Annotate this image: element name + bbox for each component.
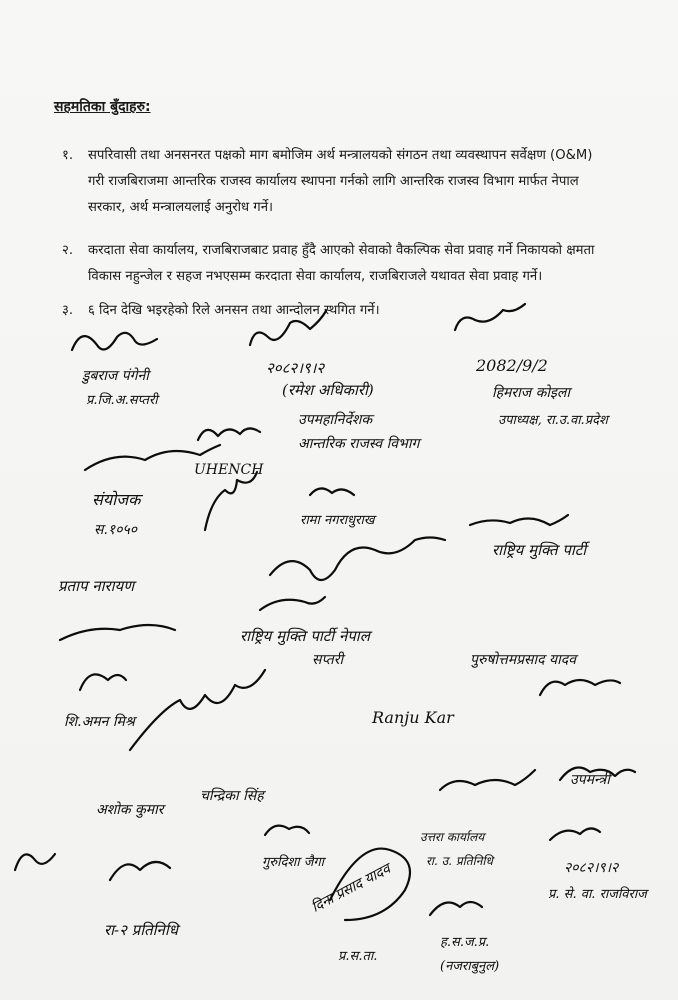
signatory-name: अशोक कुमार bbox=[96, 802, 164, 818]
signatory-label: रामा नगराधुराख bbox=[300, 513, 375, 528]
signatory-label: UHENCH bbox=[194, 462, 264, 478]
signatory-label: प्रताप नारायण bbox=[58, 577, 135, 595]
signatory-name: चन्द्रिका सिंह bbox=[200, 788, 264, 804]
signatory-label: स.१०५० bbox=[94, 522, 138, 538]
point-line: सरकार, अर्थ मन्त्रालयलाई अनुरोध गर्ने। bbox=[88, 200, 274, 215]
point-number: ३. bbox=[62, 303, 74, 318]
signatory-label: रा-२ प्रतिनिधि bbox=[104, 921, 178, 939]
signatory-name: (रमेश अधिकारी) bbox=[282, 381, 374, 399]
signatory-date: 2082/9/2 bbox=[476, 356, 548, 375]
signatory-label: उपमन्त्री bbox=[570, 772, 610, 788]
signatory-title: प्र.जि.अ.सप्तरी bbox=[86, 393, 158, 408]
signatory-name: डुबराज पंगेनी bbox=[82, 368, 149, 384]
signatory-name: (नजराबुनुल) bbox=[440, 959, 500, 974]
signatory-party: सप्तरी bbox=[312, 652, 344, 668]
signatory-label: राष्ट्रिय मुक्ति पार्टी bbox=[492, 541, 587, 559]
signatory-name: शि.अमन मिश्र bbox=[64, 714, 135, 730]
signatory-name: Ranju Kar bbox=[372, 708, 454, 727]
signatory-title: ह.स.ज.प्र. bbox=[440, 935, 490, 950]
signatory-date: २०८२।९।२ bbox=[266, 359, 325, 377]
point-line: विकास नहुन्जेल र सहज नभएसम्म करदाता सेवा कार्यालय, राजबिराजले यथावत सेवा प्रवाह गर्ने। bbox=[88, 269, 543, 284]
signatory-party: राष्ट्रिय मुक्ति पार्टी नेपाल bbox=[240, 627, 370, 645]
signatory-office: आन्तरिक राजस्व विभाग bbox=[298, 436, 420, 452]
signatory-office: उत्तरा कार्यालय bbox=[420, 830, 485, 844]
point-number: १. bbox=[62, 148, 74, 163]
signatory-title: प्र. से. वा. राजविराज bbox=[548, 887, 647, 902]
point-line: ६ दिन देखि भइरहेको रिले अनसन तथा आन्दोलन स्थगित गर्ने। bbox=[88, 303, 380, 318]
signatory-name: पुरुषोत्तमप्रसाद यादव bbox=[470, 652, 576, 668]
signatory-title: रा. उ. प्रतिनिधि bbox=[426, 854, 493, 868]
signatory-title: उपाध्यक्ष, रा.उ.वा.प्रदेश bbox=[498, 413, 608, 428]
signatory-role: उपमहानिर्देशक bbox=[298, 412, 373, 428]
signatory-title: प्र.स.ता. bbox=[338, 949, 378, 964]
point-number: २. bbox=[62, 243, 74, 258]
signatory-date: २०८२।९।२ bbox=[564, 860, 619, 876]
point-line: करदाता सेवा कार्यालय, राजबिराजबाट प्रवाह हुँदै आएको सेवाको वैकल्पिक सेवा प्रवाह गर्ने निकायको क्षमता bbox=[88, 243, 595, 258]
agreement-heading: सहमतिका बुँदाहरु: bbox=[54, 99, 151, 115]
point-line: गरी राजबिराजमा आन्तरिक राजस्व कार्यालय स्थापना गर्नको लागि आन्तरिक राजस्व विभाग मार्फत नेपाल bbox=[88, 174, 579, 189]
signatory-name: हिमराज कोइला bbox=[492, 385, 570, 401]
point-line: सपरिवासी तथा अनसनरत पक्षको माग बमोजिम अर्थ मन्त्रालयको संगठन तथा व्यवस्थापन सर्वेक्षण (O&M) bbox=[88, 148, 593, 163]
signatory-label: संयोजक bbox=[92, 490, 141, 509]
signatory-name: दिना प्रसाद यादव bbox=[308, 861, 394, 916]
signatory-name: गुरुदिशा जैगा bbox=[262, 855, 325, 870]
